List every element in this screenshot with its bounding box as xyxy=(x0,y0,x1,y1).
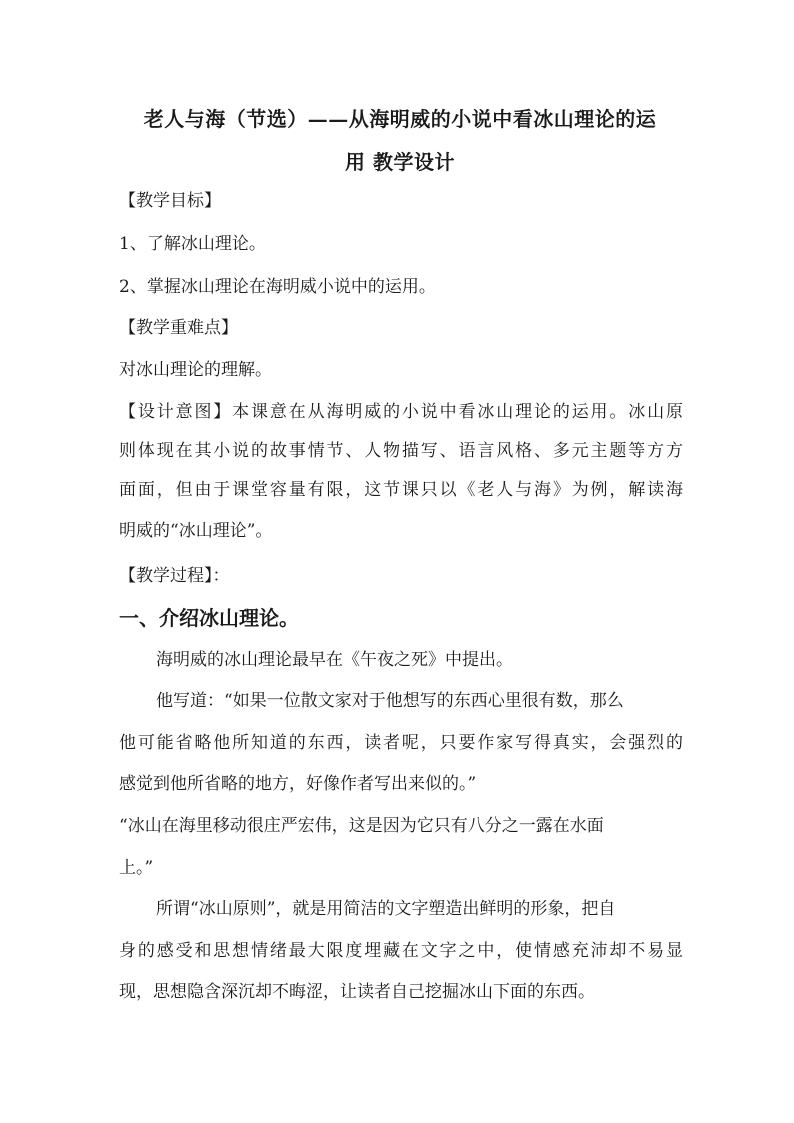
design-intent-line-3: 面面，但由于课堂容量有限，这节课只以《老人与海》为例，解读海 xyxy=(119,480,683,500)
paragraph-3-line-3: 现，思想隐含深沉却不晦涩，让读者自己挖掘冰山下面的东西。 xyxy=(119,982,595,1002)
design-intent-line-4: 明威的“冰山理论”。 xyxy=(119,521,273,541)
paragraph-2-line-1: 他写道：“如果一位散文家对于他想写的东西心里很有数，那么 xyxy=(156,691,624,711)
design-intent-line-1: 【设计意图】本课意在从海明威的小说中看冰山理论的运用。冰山原 xyxy=(119,402,683,422)
title-line-2: 用 教学设计 xyxy=(345,150,455,174)
goal-1: 1、了解冰山理论。 xyxy=(119,234,266,254)
design-intent-line-2: 则体现在其小说的故事情节、人物描写、语言风格、多元主题等方方 xyxy=(119,441,683,461)
paragraph-2-line-2: 他可能省略他所知道的东西，读者呢，只要作家写得真实，会强烈的 xyxy=(119,733,683,753)
paragraph-1: 海明威的冰山理论最早在《午夜之死》中提出。 xyxy=(156,650,513,670)
paragraph-3-line-1: 所谓“冰山原则”，就是用简洁的文字塑造出鲜明的形象，把自 xyxy=(156,899,616,919)
quote-line-1: “冰山在海里移动很庄严宏伟，这是因为它只有八分之一露在水面 xyxy=(119,816,604,836)
paragraph-3-line-2: 身的感受和思想情绪最大限度埋藏在文字之中，使情感充沛却不易显 xyxy=(119,941,683,961)
title-line-1: 老人与海（节选）——从海明威的小说中看冰山理论的运 xyxy=(143,107,657,131)
quote-line-2: 上。” xyxy=(119,858,154,878)
goals-header: 【教学目标】 xyxy=(119,191,221,211)
goal-2: 2、掌握冰山理论在海明威小说中的运用。 xyxy=(119,277,436,297)
section-1-heading: 一、介绍冰山理论。 xyxy=(119,606,299,630)
process-header: 【教学过程】： xyxy=(119,566,230,586)
paragraph-2-line-3: 感觉到他所省略的地方，好像作者写出来似的。” xyxy=(119,774,477,794)
keypoints-header: 【教学重难点】 xyxy=(119,318,238,338)
keypoints-text: 对冰山理论的理解。 xyxy=(119,360,272,380)
